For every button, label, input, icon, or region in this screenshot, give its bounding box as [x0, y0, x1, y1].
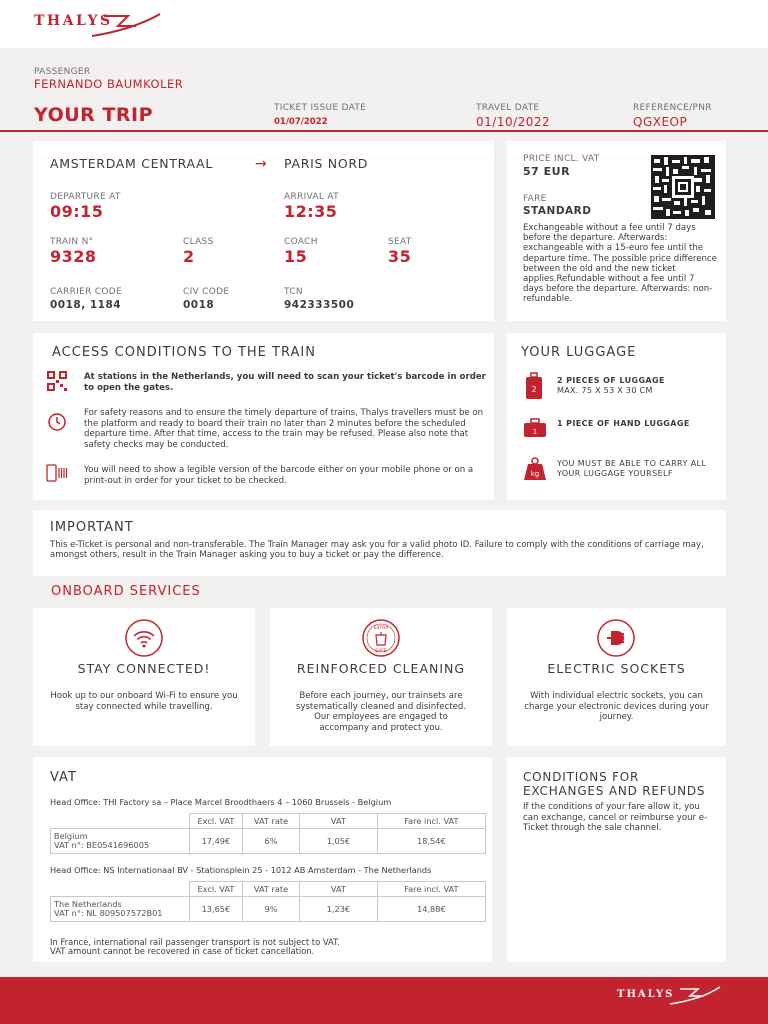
departure-time: 09:15 — [50, 202, 104, 221]
wifi-icon — [124, 618, 164, 658]
reference-label: REFERENCE/PNR — [633, 103, 712, 113]
access-item-barcode: You will need to show a legible version of the barcode either on your mobile phone or on a print-out in order for your ticket to be checked. — [84, 465, 474, 486]
train-label: TRAIN N° — [50, 237, 94, 247]
access-item-scan: At stations in the Netherlands, you will need to scan your ticket's barcode in order to open the gates. — [84, 372, 486, 393]
vat-table — [50, 881, 486, 922]
passenger-name: FERNANDO BAUMKOLER — [34, 77, 184, 91]
carrier-label: CARRIER CODE — [50, 287, 122, 297]
service-title: REINFORCED CLEANING — [296, 661, 466, 676]
service-title: STAY CONNECTED! — [77, 661, 211, 676]
tcn-label: TCN — [284, 287, 303, 297]
access-card — [33, 333, 494, 500]
luggage-card — [507, 333, 726, 500]
vat-head-office: Head Office: NS Internationaal BV - Stationsplein 25 - 1012 AB Amsterdam - The Netherlands — [50, 865, 432, 875]
vat-rate: 6% — [242, 829, 299, 854]
coach-label: COACH — [284, 237, 318, 247]
fare-card — [507, 141, 726, 321]
luggage-item-main: 1 PIECE OF HAND LUGGAGE — [557, 419, 690, 428]
origin-station: AMSTERDAM CENTRAAL — [50, 156, 214, 171]
col-header: Excl. VAT — [189, 814, 242, 829]
fare-conditions: Exchangeable without a fee until 7 days before the departure. Afterwards: exchangeable with a 15-euro fee until the departure time. The possible price difference between the old and the new ticket applies.Refundable without a fee until 7 days before the departure. Afterwards: non-refundable. — [523, 223, 717, 305]
service-card-wifi — [33, 608, 255, 746]
vat-amount: 1,05€ — [300, 829, 378, 854]
header-divider — [0, 130, 768, 132]
service-text: With individual electric sockets, you can charge your electronic devices during your journey. — [524, 691, 709, 722]
badge-bottom-text: SAFE — [375, 649, 387, 654]
col-header: VAT — [300, 814, 378, 829]
price-label: PRICE INCL. VAT — [523, 154, 600, 164]
top-bar — [0, 0, 768, 48]
fare-label: FARE — [523, 194, 547, 204]
vat-title: VAT — [50, 770, 77, 785]
hand-luggage-icon — [523, 418, 547, 438]
footer-swoosh-icon — [668, 983, 722, 1007]
weight-unit: kg — [530, 470, 540, 478]
issue-date-label: TICKET ISSUE DATE — [274, 103, 367, 113]
vat-head-office: Head Office: THI Factory sa – Place Marcel Broodthaers 4 – 1060 Brussels - Belgium — [50, 797, 392, 807]
clock-icon — [47, 412, 67, 432]
reference-value: QGXEOP — [633, 115, 688, 129]
weight-icon — [523, 457, 547, 481]
conditions-text: If the conditions of your fare allow it, you can exchange, cancel or reimburse your e-Ticket through the sale channel. — [523, 802, 708, 833]
arrow-right-icon: → — [255, 156, 267, 172]
vat-card — [33, 757, 492, 962]
access-title: ACCESS CONDITIONS TO THE TRAIN — [52, 345, 316, 360]
col-header: Excl. VAT — [189, 882, 242, 897]
train-number: 9328 — [50, 247, 97, 266]
arrival-label: ARRIVAL AT — [284, 192, 339, 202]
brand-logo: THALYS — [34, 13, 113, 29]
vat-country: Belgium — [54, 830, 88, 841]
departure-label: DEPARTURE AT — [50, 192, 121, 202]
service-card-sockets — [507, 608, 726, 746]
barcode-scan-icon — [46, 370, 68, 392]
col-header: Fare incl. VAT — [377, 882, 485, 897]
page-title: YOUR TRIP — [34, 104, 153, 126]
price-value: 57 EUR — [523, 165, 571, 178]
col-header: VAT rate — [242, 882, 299, 897]
passenger-label: PASSENGER — [34, 67, 91, 77]
civ-code: 0018 — [183, 299, 215, 311]
coach-value: 15 — [284, 247, 308, 266]
seat-label: SEAT — [388, 237, 412, 247]
luggage-item-main: YOU MUST BE ABLE TO CARRY ALL YOUR LUGGAGE YOURSELF — [557, 459, 707, 478]
hand-luggage-count: 1 — [532, 428, 538, 436]
footer-logo: THALYS — [617, 989, 675, 1000]
conditions-card — [507, 757, 726, 962]
vat-number: VAT n°: NL 809507572B01 — [54, 908, 163, 918]
table-row — [51, 829, 486, 854]
luggage-item-sub: MAX. 75 X 53 X 30 CM — [557, 386, 653, 395]
col-header: VAT rate — [242, 814, 299, 829]
important-card — [33, 510, 726, 576]
class-value: 2 — [183, 247, 195, 266]
vat-note: VAT amount cannot be recovered in case of ticket cancellation. — [50, 946, 315, 956]
excl-vat: 17,49€ — [189, 829, 242, 854]
tcn-value: 942333500 — [284, 299, 355, 311]
luggage-item-main: 2 PIECES OF LUGGAGE — [557, 376, 665, 385]
service-text: Hook up to our onboard Wi-Fi to ensure you stay connected while travelling. — [50, 691, 238, 712]
vat-country: The Netherlands — [54, 898, 122, 909]
phone-barcode-icon — [46, 463, 68, 483]
footer-bar — [0, 977, 768, 1024]
issue-date: 01/07/2022 — [274, 117, 328, 127]
vat-note: In France, international rail passenger transport is not subject to VAT. — [50, 937, 340, 947]
important-title: IMPORTANT — [50, 520, 134, 535]
vat-table — [50, 813, 486, 854]
travel-date: 01/10/2022 — [476, 115, 551, 129]
suitcase-count: 2 — [531, 385, 537, 394]
badge-top-text: EXTRA — [373, 626, 389, 631]
vat-number: VAT n°: BE0541696005 — [54, 840, 150, 850]
service-title: ELECTRIC SOCKETS — [547, 661, 686, 676]
vat-amount: 1,23€ — [300, 897, 378, 922]
service-text: Before each journey, our trainsets are systematically cleaned and disinfected. Our employees are engaged to accompany and protect you. — [295, 691, 467, 733]
fare-incl-vat: 18,54€ — [377, 829, 485, 854]
col-header: VAT — [300, 882, 378, 897]
fare-incl-vat: 14,88€ — [377, 897, 485, 922]
onboard-title: ONBOARD SERVICES — [51, 584, 201, 599]
cleaning-badge-icon — [361, 618, 401, 658]
class-label: CLASS — [183, 237, 214, 247]
vat-rate: 9% — [242, 897, 299, 922]
conditions-title: CONDITIONS FOR EXCHANGES AND REFUNDS — [523, 770, 706, 798]
excl-vat: 13,65€ — [189, 897, 242, 922]
carrier-code: 0018, 1184 — [50, 299, 122, 311]
journey-card — [33, 141, 494, 321]
seat-value: 35 — [388, 247, 412, 266]
col-header: Fare incl. VAT — [377, 814, 485, 829]
arrival-time: 12:35 — [284, 202, 338, 221]
access-item-timing: For safety reasons and to ensure the timely departure of trains, Thalys travellers must be on the platform and ready to board their train no later than 2 minutes before the scheduled departure time. After that time, access to the train may be refused. Please also note that safety checks may be conducted. — [84, 408, 484, 450]
plug-icon — [596, 618, 636, 658]
destination-station: PARIS NORD — [284, 156, 369, 171]
civ-label: CIV CODE — [183, 287, 230, 297]
brand-swoosh-icon — [88, 8, 162, 40]
luggage-title: YOUR LUGGAGE — [521, 345, 637, 360]
travel-date-label: TRAVEL DATE — [476, 103, 540, 113]
qr-code-icon — [650, 154, 716, 220]
suitcase-icon — [525, 372, 543, 402]
service-card-cleaning — [270, 608, 492, 746]
fare-value: STANDARD — [523, 205, 592, 217]
important-text: This e-Ticket is personal and non-transferable. The Train Manager may ask you for a valid photo ID. Failure to comply with the conditions of carriage may, amongst others, result in the Train Manager asking you to buy a ticket or pay the difference. — [50, 540, 704, 560]
table-row — [51, 897, 486, 922]
